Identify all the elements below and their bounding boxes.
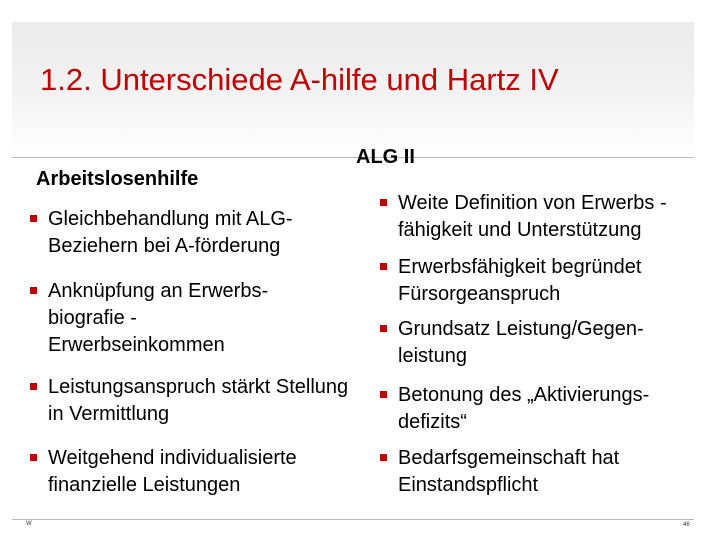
left-column-heading: Arbeitslosenhilfe — [36, 168, 199, 190]
left-bullet-4 — [30, 445, 350, 499]
slide-title: 1.2. Unterschiede A-hilfe und Hartz IV — [40, 62, 559, 97]
left-bullet-text: Anknüpfung an Erwerbs-biografie - Erwerbseinkommen — [48, 280, 269, 356]
bullet-square-icon — [30, 383, 37, 390]
bullet-square-icon — [380, 325, 387, 332]
right-bullet-text: Erwerbsfähigkeit begründet Fürsorgeanspruch — [398, 256, 642, 305]
footer-mark: W — [26, 521, 32, 527]
title-divider — [12, 157, 694, 158]
bullet-square-icon — [30, 215, 37, 222]
bullet-square-icon — [380, 454, 387, 461]
bullet-square-icon — [30, 454, 37, 461]
right-bullet-5 — [380, 445, 710, 499]
right-bullet-text: Weite Definition von Erwerbs -fähigkeit und Unterstützung — [398, 192, 667, 241]
right-bullet-text: Betonung des „Aktivierungs-defizits“ — [398, 384, 650, 433]
right-bullet-1 — [380, 190, 710, 244]
bullet-square-icon — [380, 391, 387, 398]
bullet-square-icon — [380, 199, 387, 206]
right-bullet-2 — [380, 254, 710, 308]
footer-divider — [12, 519, 694, 520]
left-bullet-2 — [30, 278, 350, 359]
right-column-heading: ALG II — [356, 146, 415, 168]
right-bullet-text: Bedarfsgemeinschaft hat Einstandspflicht — [398, 447, 620, 496]
bullet-square-icon — [380, 263, 387, 270]
left-bullet-3 — [30, 374, 350, 428]
left-bullet-text: Leistungsanspruch stärkt Stellung in Vermittlung — [48, 376, 349, 425]
page-number: 46 — [683, 522, 690, 528]
right-bullet-text: Grundsatz Leistung/Gegen-leistung — [398, 318, 644, 367]
left-bullet-text: Weitgehend individualisierte finanzielle Leistungen — [48, 447, 297, 496]
right-bullet-3 — [380, 316, 710, 370]
left-bullet-1 — [30, 206, 350, 260]
right-bullet-4 — [380, 382, 710, 436]
bullet-square-icon — [30, 287, 37, 294]
left-bullet-text: Gleichbehandlung mit ALG-Beziehern bei A-förderung — [48, 208, 293, 257]
